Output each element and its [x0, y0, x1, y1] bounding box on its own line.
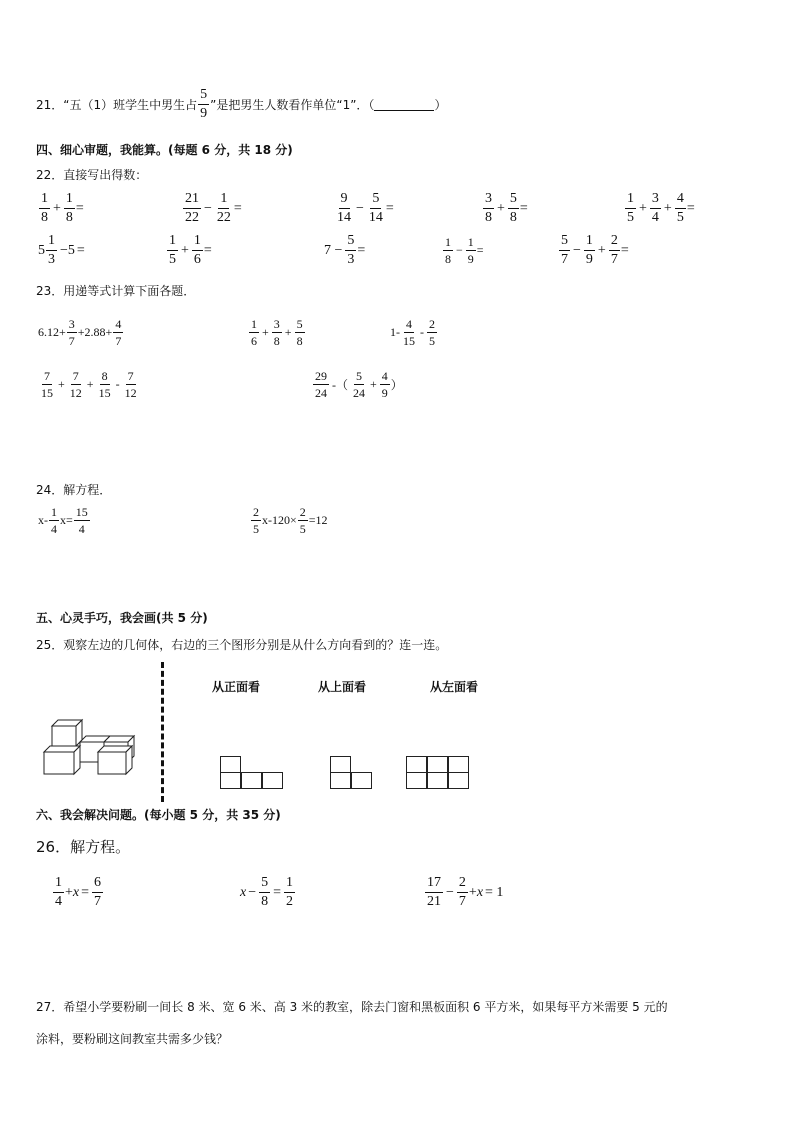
q25-label-front-view: 从正面看 — [212, 680, 261, 694]
q21-number: 21． — [36, 98, 64, 112]
q23-expr-3: 1- $\frac{4}{15}$ - $\frac{2}{5}$ — [390, 317, 435, 348]
q22-expr-b4: $\frac{1}{8}$ − $\frac{1}{9}$ = — [445, 235, 484, 266]
q25-cube-solid — [40, 716, 144, 778]
q23-expr-2: $\frac{1}{6}$ + $\frac{3}{8}$ + $\frac{5}{8}$ — [251, 317, 303, 348]
q22-title: 22．直接写出得数： — [36, 168, 148, 182]
q24-title: 24．解方程． — [36, 483, 112, 497]
q27-line-2: 涂料，要粉刷这间教室共需多少钱？ — [36, 1032, 229, 1046]
q25-dashed-divider — [161, 662, 164, 802]
q21-text-before: “五（1）班学生中男生占 — [63, 98, 198, 112]
q26-equation-2: x − $\frac{5}{8}$ = $\frac{1}{2}$ — [240, 875, 294, 909]
q26-equation-1: $\frac{1}{4}$ + x = $\frac{6}{7}$ — [55, 875, 102, 909]
q22-expr-a4: $\frac{3}{8}$ + $\frac{5}{8}$ = — [485, 191, 528, 225]
q25-title: 25．观察左边的几何体，右边的三个图形分别是从什么方向看到的？连一连。 — [36, 638, 448, 652]
q21-answer-blank[interactable] — [374, 98, 434, 111]
q21: 21． “五（1）班学生中男生占 $\frac{5}{9}$ ”是把男生人数看作单位“1”．（ ） — [36, 87, 447, 121]
q22-expr-a2: $\frac{21}{22}$ − $\frac{1}{22}$ = — [185, 191, 242, 225]
q23-expr-1: 6.12+ $\frac{3}{7}$ +2.88+ $\frac{4}{7}$ — [38, 317, 122, 348]
q21-text-after: ”是把男生人数看作单位“1”．（ — [210, 98, 375, 112]
q22-expr-b1: 5 $\frac{1}{3}$ −5 = — [38, 233, 85, 267]
q22-expr-a5: $\frac{1}{5}$ + $\frac{3}{4}$ + $\frac{4}{5}$ = — [627, 191, 695, 225]
q23-expr-5: $\frac{29}{24}$ -（ $\frac{5}{24}$ + $\frac{4}{9}$ ） — [315, 369, 403, 400]
q23-title: 23．用递等式计算下面各题． — [36, 284, 196, 298]
q24-equation-2: $\frac{2}{5}$ x-120× $\frac{2}{5}$ =12 — [253, 505, 328, 536]
q25-label-left-view: 从左面看 — [430, 680, 479, 694]
q22-expr-b5: $\frac{5}{7}$ − $\frac{1}{9}$ + $\frac{2}{7}$ = — [561, 233, 629, 267]
q23-expr-4: $\frac{7}{15}$ + $\frac{7}{12}$ + $\frac{8}{15}$ - $\frac{7}{12}$ — [41, 369, 137, 400]
q22-expr-b3: 7 − $\frac{5}{3}$ = — [324, 233, 366, 267]
q21-fraction: $\frac{5}{9}$ — [200, 87, 208, 121]
q27-line-1: 27．希望小学要粉刷一间长 8 米、宽 6 米、高 3 米的教室，除去门窗和黑板面积 6 平方米，如果每平方米需要 5 元的 — [36, 1000, 668, 1014]
section-6-title: 六、我会解决问题。(每小题 5 分，共 35 分) — [36, 808, 281, 822]
q22-expr-b2: $\frac{1}{5}$ + $\frac{1}{6}$ = — [169, 233, 212, 267]
q24-equation-1: x- $\frac{1}{4}$ x= $\frac{15}{4}$ — [38, 505, 88, 536]
q26-equation-3: $\frac{17}{21}$ − $\frac{2}{7}$ + x = 1 — [427, 875, 504, 909]
section-5-title: 五、心灵手巧，我会画(共 5 分) — [36, 611, 208, 625]
q25-label-top-view: 从上面看 — [318, 680, 367, 694]
q26-title: 26．解方程。 — [36, 838, 131, 856]
q22-expr-a1: $\frac{1}{8}$ + $\frac{1}{8}$ = — [41, 191, 84, 225]
q22-expr-a3: $\frac{9}{14}$ − $\frac{5}{14}$ = — [337, 191, 394, 225]
section-4-title: 四、细心审题，我能算。(每题 6 分，共 18 分) — [36, 143, 293, 157]
